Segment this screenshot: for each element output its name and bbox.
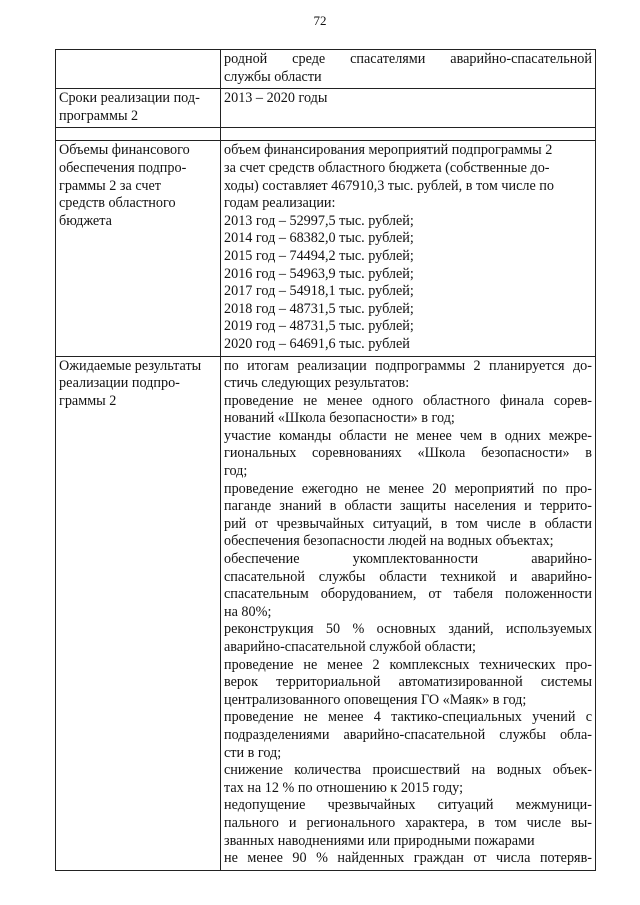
text-line: на 80%;: [224, 603, 272, 620]
text-line: снижение количества происшествий на водных объек-: [224, 762, 592, 779]
text-line: недопущение чрезвычайных ситуаций межмуници-: [224, 797, 592, 814]
text-line: проведение не менее 4 тактико-специальных учений с: [224, 709, 592, 726]
text-line: реконструкция 50 % основных зданий, используемых: [224, 621, 592, 638]
text-line: 2017 год – 54918,1 тыс. рублей;: [224, 283, 414, 300]
text-line: за счет средств областного бюджета (собственные до-: [224, 159, 550, 176]
table-row-continuation: [56, 50, 596, 89]
text-line: ходы) составляет 467910,3 тыс. рублей, в том числе по: [224, 177, 554, 194]
table-row-terms: [56, 89, 596, 128]
text-line: пального и регионального характера, в том числе вы-: [224, 814, 592, 831]
text-line: проведение не менее одного областного финала сорев-: [224, 392, 592, 409]
label-cell: [56, 89, 221, 128]
text-line: участие команды области не менее чем в одних межре-: [224, 427, 592, 444]
label-line: обеспечения подпро-: [59, 159, 187, 176]
label-cell: [56, 141, 221, 356]
text-line: 2014 год – 68382,0 тыс. рублей;: [224, 230, 414, 247]
text-line: не менее 90 % найденных граждан от числа потеряв-: [224, 850, 592, 867]
text-line: верок территориальной автоматизированной системы: [224, 674, 592, 691]
text-line: годам реализации:: [224, 195, 336, 212]
text-line: централизованного оповещения ГО «Маяк» в год;: [224, 691, 527, 708]
label-line: граммы 2 за счет: [59, 177, 161, 194]
text-line: год;: [224, 463, 248, 480]
text-line: 2013 год – 52997,5 тыс. рублей;: [224, 212, 414, 229]
value-cell: [221, 141, 596, 356]
label-line: бюджета: [59, 212, 112, 229]
text-line: спасательным оборудованием, от табеля положенности: [224, 586, 592, 603]
value-cell: [221, 50, 596, 89]
text-line: подразделениями аварийно-спасательной службы обла-: [224, 726, 592, 743]
text-line: проведение ежегодно не менее 20 мероприятий по про-: [224, 480, 592, 497]
text-line: нований «Школа безопасности» в год;: [224, 410, 455, 427]
label-line: средств областного: [59, 195, 176, 212]
text-line: спасательной службы области техникой и аварийно-: [224, 568, 592, 585]
value-cell: [221, 89, 596, 128]
row-spacer: [56, 128, 596, 141]
text-line: 2018 год – 48731,5 тыс. рублей;: [224, 300, 414, 317]
page-number: 72: [313, 13, 327, 28]
text-line: по итогам реализации подпрограммы 2 планируется до-: [224, 357, 592, 374]
text-line: аварийно-спасательной службой области;: [224, 639, 476, 655]
text-line: паганде знаний в области защиты населения и террито-: [224, 498, 592, 515]
table-row-financing: [56, 141, 596, 356]
text-line: тах на 12 % по отношению к 2015 году;: [224, 779, 464, 796]
value-cell: [221, 356, 596, 870]
label-cell: [56, 356, 221, 870]
label-line: Сроки реализации под-: [59, 90, 200, 107]
table-row-results: [56, 356, 596, 870]
label-line: реализации подпро-: [59, 375, 180, 392]
label-cell: [56, 50, 221, 89]
passport-table: [55, 49, 596, 871]
text-line: 2015 год – 74494,2 тыс. рублей;: [224, 247, 414, 264]
text-line: стичь следующих результатов:: [224, 375, 410, 392]
text-line: 2016 год – 54963,9 тыс. рублей;: [224, 265, 414, 282]
text-line: сти в год;: [224, 744, 282, 761]
text-line: службы области: [224, 68, 322, 85]
text-line: проведение не менее 2 комплексных технических про-: [224, 656, 592, 673]
label-line: граммы 2: [59, 392, 117, 409]
text-line: 2020 год – 64691,6 тыс. рублей: [224, 335, 410, 352]
text-line: 2019 год – 48731,5 тыс. рублей;: [224, 318, 414, 335]
text-line: обеспечение укомплектованности аварийно-: [224, 551, 592, 568]
text-line: объем финансирования мероприятий подпрограммы 2: [224, 142, 553, 159]
text-line: 2013 – 2020 годы: [224, 90, 328, 107]
text-line: обеспечения безопасности людей на водных объектах;: [224, 533, 554, 550]
label-line: Ожидаемые результаты: [59, 357, 202, 374]
text-line: родной среде спасателями аварийно-спасательной: [224, 51, 592, 67]
text-line: гиональных соревнованиях «Школа безопасности» в: [224, 445, 592, 462]
text-line: рий от чрезвычайных ситуаций, в том числе в области: [224, 515, 592, 532]
text-line: званных наводнениями или природными пожарами: [224, 832, 535, 849]
label-line: Объемы финансового: [59, 142, 190, 159]
label-line: программы 2: [59, 107, 139, 124]
